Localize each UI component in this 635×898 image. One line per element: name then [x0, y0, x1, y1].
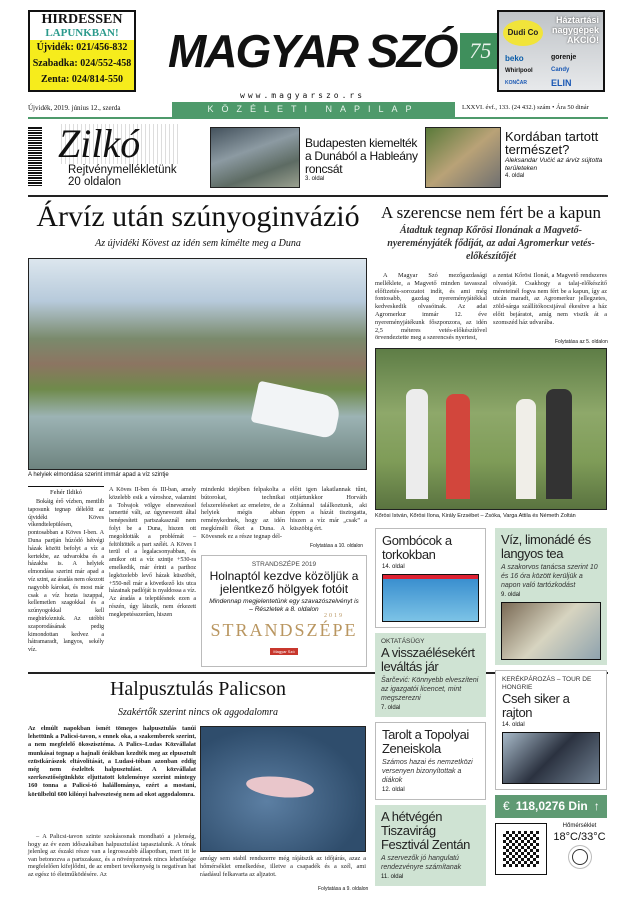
weather-label: Hőmérséklet	[562, 823, 597, 829]
ad-headline: Háztartási nagygépek AKCIÓ!	[551, 15, 599, 45]
page-ref: 14. oldal	[502, 722, 525, 728]
promo-kicker: STRANDSZÉPE 2019	[251, 561, 317, 568]
swimmer-photo	[382, 574, 479, 622]
ad-brand: Dudi Co	[503, 20, 543, 46]
promo-title: Holnaptól kezdve közöljük a jelentkező hölgyek fotóit	[209, 569, 359, 596]
box-title: Tarolt a Topolyai Zeneiskola	[382, 727, 469, 756]
box-text: Šarčević: Könnyebb elveszíteni az igazgatói licencet, mint megszerezni	[381, 677, 479, 702]
lead-col-3: mindenki idejében felpakolta a bútorokat, technikai felszereléseket az emeletre, de a helyiek mégis abban reménykednek, hogy az idén megkíméli őket a Duna. A Kövesnek ez a része tegnap dél-	[201, 486, 285, 540]
luck-col-1: A Magyar Szó mezőgazdasági melléklete, a Magvető minden tavasszal előfizetés-sorozatot indít, és ami még fontosabb, gazdag nyereményjátékkal kedveskedik olvasóinak. Az adai Agromerkur immár 12. éve nyereményjátékunk főszponzora, az idén 2,5 méteres vetés-előkészítővel örvendeztette meg a szerencsés nyertest,	[375, 272, 487, 342]
lead-subheadline: Az újvidéki Kövest az idén sem kímélte meg a Duna	[95, 238, 301, 249]
winners-photo[interactable]	[375, 348, 607, 510]
zilko-logo: Zilkó	[58, 124, 178, 164]
appliance-ad	[497, 10, 605, 92]
page-ref: 3. oldal	[305, 176, 325, 182]
box-gombocok[interactable]	[375, 528, 486, 628]
photo-caption: A helyiek elmondása szerint immár apad a víz szintje	[28, 472, 169, 478]
box-oktatas[interactable]	[375, 633, 486, 717]
box-text: Számos hazai és nemzetközi versenyen bizonyítottak a diákok	[382, 759, 473, 784]
photo-caption: Kőrösi István, Kőrösi Ilona, Király Erzsébet – Zsóka, Varga Attila és Németh Zoltán	[375, 513, 576, 519]
ad-title: HIRDESSEN	[41, 12, 123, 27]
promo-strandszepe[interactable]	[201, 555, 367, 667]
divider	[28, 195, 608, 197]
page-ref: 4. oldal	[505, 173, 525, 179]
box-viz[interactable]	[495, 528, 607, 665]
luck-col-2: a zentai Kőrösi Ilonát, a Magvető rendszeres olvasóját. Csakhogy a talaj-előkészítő méreteinél fogva nem fért be a kapun, így az utcán maradt, az Agromerkur jellegzetes, zöld-sárga szállítókocsijával ékesítve a ház előtt bejáratot, amíg nem viszik át a szomszéd ház udvarába.	[493, 272, 607, 326]
page-ref: 11. oldal	[381, 874, 404, 880]
qr-code[interactable]	[495, 823, 547, 875]
person	[406, 389, 428, 499]
continued-ref: Folytatása a 10. oldalon	[310, 543, 364, 549]
fish-lead: Az elmúlt napokban ismét tömeges halpusztulás tanúi lehettünk a Palicsi-tavon, s ennek oka, a szakemberek szerint, a nem megfelelő ökoszisztéma. A Palics–Ludas Közvállalat munkásai tegnap a hajnali órákban kezdték meg az elpusztult ezüstkárászok eltávolítását, a Ludasi-tóban azonban eddig még nem észleltek halpusztulást. A közvállalat szerkesztőségünkhöz eljuttatott közleménye szerint mintegy 160 tonna a Palicsi-tó halállománya, ezért a mostani, körülbelül 600 kilónyi halveszteség nem ad okot aggodalomra.	[28, 725, 196, 798]
qr-pattern	[503, 831, 539, 867]
luck-headline[interactable]: A szerencse nem fért be a kapun	[381, 203, 601, 222]
exchange-value: 118,0276 Din	[515, 799, 588, 813]
page-ref: 14. oldal	[382, 564, 405, 570]
box-tarolt[interactable]	[375, 722, 486, 800]
issue-number: LXXVI. évf., 133. (24 432.) szám • Ára 50 dinár	[462, 104, 589, 111]
logo-year: 2019	[324, 613, 344, 619]
sun-icon	[572, 849, 588, 865]
advertise-box	[28, 10, 136, 92]
anniversary-mark: 75	[460, 33, 500, 69]
dead-fish-photo[interactable]	[200, 726, 366, 852]
box-kerekpar[interactable]	[495, 670, 607, 790]
barcode	[28, 126, 42, 186]
person	[546, 389, 572, 499]
ad-phone: Zenta: 024/814-550	[41, 74, 123, 85]
qr-weather-row	[495, 823, 607, 875]
lead-col-2: A Köves II-ben és III-ban, amely közelebb esik a városhoz, valamint a Tolvajok völgye elnevezéssel ismertté vált, az úgynevezett által benépesített partszakasznál nem folyt be a Duna, hiszen ott megoldották a problémát – feltöltötték a part szélét. A Köves I terül el a legalacsonyabban, és amikor ott a víz szintje +530-ra emelkedik, már érinti a parthoz legközelebb levő házak küszöbét, +550-nél már a következő kis utca házainak padlóját is nyaldossa a víz. Az áradás a településnek ezen a részén, úgy látszik, nem érkezett meglepetésszerűen, hiszen	[109, 486, 196, 618]
teaser-zilko[interactable]	[58, 121, 188, 188]
website-url[interactable]: www.magyarszo.rs	[240, 91, 366, 100]
header-rule	[28, 117, 608, 119]
flood-photo[interactable]	[28, 258, 367, 470]
ad-phone: Szabadka: 024/552-458	[32, 58, 132, 69]
logo-text: MAGYAR SZÓ	[168, 25, 457, 77]
teaser-subtitle: Aleksandar Vučić az árvíz sújtotta területeken	[505, 157, 603, 172]
fish-subheadline: Szakértők szerint nincs ok aggodalomra	[118, 707, 278, 718]
ad-subtitle: LAPUNKBAN!	[45, 27, 119, 39]
box-text: A szervezők jó hangulatú rendezvényre számítanak	[381, 855, 462, 871]
strandszepe-logo	[202, 613, 366, 640]
luck-subheadline: Átadtuk tegnap Kőrösi Ilonának a Magvető-nyereményjáték fődíját, az adai Agromerkur vetés-előkészítőjét	[387, 225, 595, 262]
box-text: A szakorvos tanácsa szerint 10 és 16 óra között kerüljük a napon való tartózkodást	[501, 564, 598, 589]
person	[516, 399, 536, 499]
issue-date: Újvidék, 2019. június 12., szerda	[28, 104, 121, 112]
box-tiszavirag[interactable]	[375, 805, 486, 886]
box-title: Cseh siker a rajton	[502, 691, 570, 720]
boxes-left-column	[375, 528, 486, 886]
tagline: KÖZÉLETI NAPILAP	[172, 102, 455, 117]
continued-ref: Folytatása az 5. oldalon	[555, 339, 608, 345]
euro-icon: €	[503, 799, 510, 813]
ice-cream-photo	[501, 602, 601, 660]
box-title: Víz, limonádé és langyos tea	[501, 532, 591, 561]
page-ref: 7. oldal	[381, 705, 401, 711]
author: Fehér Ildikó	[28, 486, 104, 496]
brand-badge: Magyar Szó	[270, 648, 297, 655]
shipwreck-photo[interactable]	[210, 127, 300, 188]
page-ref: 12. oldal	[382, 787, 405, 793]
fish	[245, 774, 315, 801]
box-title: Gombócok a torkokban	[382, 533, 452, 562]
page-ref: 9. oldal	[501, 592, 521, 598]
fish-headline[interactable]: Halpusztulás Palicson	[109, 678, 287, 700]
masthead-logo	[168, 12, 492, 90]
ad-brand-logo: Whirlpool	[505, 68, 533, 74]
fish-body-2: amúgy sem stabil rendszerre még rájátszik az időjárás, azaz a hőmérséklet emelkedése, illetve a csapadék és a szél, ami ráadásul felkavarta az aljzatot.	[200, 855, 366, 878]
ad-brand-logo: ELIN	[551, 78, 572, 88]
cyclist-photo	[502, 732, 600, 784]
teaser-vucic[interactable]	[505, 130, 610, 179]
boat	[251, 381, 343, 440]
weather	[552, 823, 607, 875]
ad-brand-logo: KONČAR	[505, 80, 527, 86]
arrow-up-icon: ↑	[593, 799, 600, 813]
box-kicker: OKTATÁSÜGY	[381, 638, 425, 645]
continued-ref: Folytatása a 9. oldalon	[318, 886, 369, 892]
teaser-title: Budapesten kiemelték a Dunából a Hableány roncsát	[305, 136, 418, 176]
teaser-text: Rejtvénymellékletünk 20 oldalon	[68, 164, 177, 188]
temperature: 18°C/33°C	[553, 831, 606, 843]
ad-phone: Újvidék: 021/456-832	[36, 42, 128, 53]
ad-brand-logo: gorenje	[551, 54, 577, 61]
lead-col-4: előtt igen lakatlannak tűnt, ottjártunkkor Horváth Zoltánnal találkoztunk, aki éppen a házát tisztogatta, hiszen a víz már „csak” a küszöbig ért.	[290, 486, 367, 532]
ad-brand-logo: Candy	[551, 67, 570, 73]
boxes-right-column	[495, 528, 607, 875]
fish-body: – A Palicsi-tavon szinte szokásosnak mondható a jelenség, hogy az év ezen időszakában halpusztulást tapasztalunk. A tónak jelenleg az északi része van a legrosszabb állapotban, mert itt le van betonozva a partszakasz, és a növényzetnek nincs lehetősége megfelelően kifejlődni, de az emberi tevékenység is negatívan hat az egész tó életműködésére. Az	[28, 833, 196, 878]
logo-text: STRANDSZÉPE	[210, 620, 358, 640]
lead-headline[interactable]: Árvíz után szúnyoginvázió	[36, 200, 360, 233]
person	[446, 394, 470, 499]
box-kicker: KERÉKPÁROZÁS – TOUR DE HONGRIE	[502, 676, 592, 691]
lead-col-1: Bokáig érő vízben, mentlib taposunk tegnap délelőtt az újvidéki Köves víkendtelepülésen, pontosabban a Köves I-ben. A Duna partján húzódó hétvégi házak között befolyt a víz a kertekbe, az udvarokba és a házakba is. A helyiek elmondása szerint már apad a víz szint, az áradás nem okozott nagyobb károkat, és most már csak a víz hozta iszappal, kellemetlen szagokkal és a szúnyogokkal kell megbirkózniuk. Az utóbbi szaporodásának pedig kimondottan kedvez a hátramaradt, langyos, sekély víz.	[28, 498, 104, 654]
teaser-title: Kordában tartott természet?	[505, 129, 599, 157]
promo-text: Mindennap megjelentetünk egy szavazószelvényt is – Részletek a 8. oldalon	[209, 598, 359, 613]
exchange-rate	[495, 795, 607, 818]
ad-brand-logo: beko	[505, 54, 524, 63]
box-title: A visszaélésekért leváltás jár	[381, 645, 475, 674]
teaser-hableany[interactable]	[305, 137, 423, 182]
box-title: A hétvégén Tiszavirág Fesztivál Zentán	[381, 809, 470, 852]
vucic-photo[interactable]	[425, 127, 501, 188]
